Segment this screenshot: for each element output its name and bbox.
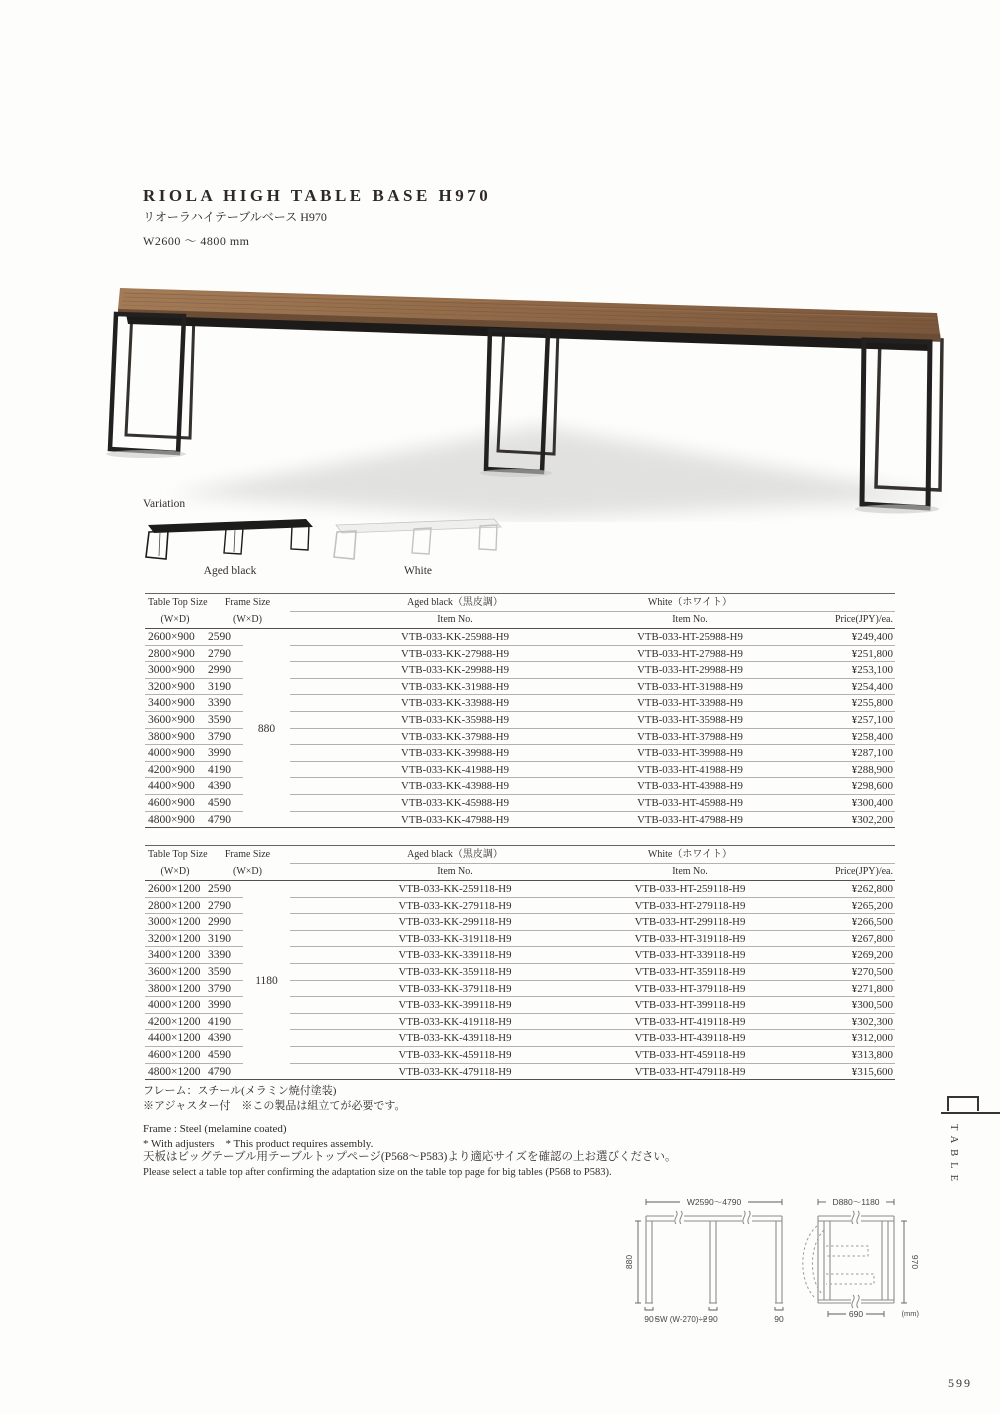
- cell-item-no-aged-black: VTB-033-KK-359118-H9: [290, 964, 620, 981]
- cell-price: ¥249,400: [760, 629, 895, 646]
- cell-frame-width: 3390: [205, 947, 243, 964]
- cell-tabletop-size: 3600×1200: [145, 964, 205, 981]
- cell-item-no-white: VTB-033-HT-29988-H9: [620, 662, 760, 679]
- cell-item-no-white: VTB-033-HT-379118-H9: [620, 981, 760, 998]
- cell-frame-width: 2790: [205, 646, 243, 663]
- cell-item-no-aged-black: VTB-033-KK-27988-H9: [290, 646, 620, 663]
- cell-tabletop-size: 4800×1200: [145, 1064, 205, 1081]
- variant-white: [328, 512, 508, 577]
- variant-white-thumb: [328, 512, 508, 564]
- dim-leg-center: 90: [708, 1314, 718, 1324]
- cell-frame-width: 4390: [205, 778, 243, 795]
- cell-frame-width: 2590: [205, 881, 243, 898]
- cell-price: ¥251,800: [760, 646, 895, 663]
- cell-item-no-white: VTB-033-HT-339118-H9: [620, 947, 760, 964]
- group-header-white: White（ホワイト）: [620, 594, 760, 612]
- cell-item-no-white: VTB-033-HT-43988-H9: [620, 778, 760, 795]
- cell-item-no-aged-black: VTB-033-KK-319118-H9: [290, 931, 620, 948]
- group-header-spacer: [760, 594, 895, 612]
- cell-item-no-white: VTB-033-HT-419118-H9: [620, 1014, 760, 1031]
- cell-item-no-aged-black: VTB-033-KK-31988-H9: [290, 679, 620, 696]
- cell-tabletop-size: 2800×900: [145, 646, 205, 663]
- cell-frame-width: 2990: [205, 662, 243, 679]
- cell-price: ¥257,100: [760, 712, 895, 729]
- table-header: [145, 845, 895, 881]
- cell-price: ¥262,800: [760, 881, 895, 898]
- spec-table-depth-900: [145, 593, 895, 828]
- cell-tabletop-size: 4600×900: [145, 795, 205, 812]
- cell-item-no-aged-black: VTB-033-KK-419118-H9: [290, 1014, 620, 1031]
- cell-frame-width: 3590: [205, 964, 243, 981]
- cell-item-no-white: VTB-033-HT-35988-H9: [620, 712, 760, 729]
- cell-tabletop-size: 2800×1200: [145, 898, 205, 915]
- cell-price: ¥315,600: [760, 1064, 895, 1081]
- note-frame-en: Frame : Steel (melamine coated): [143, 1123, 287, 1135]
- group-header-spacer: [760, 846, 895, 864]
- cell-tabletop-size: 3800×1200: [145, 981, 205, 998]
- dimension-drawing: [618, 1188, 920, 1335]
- cell-frame-width: 3990: [205, 997, 243, 1014]
- cell-frame-width: 4190: [205, 1014, 243, 1031]
- table-header: [145, 593, 895, 629]
- cell-frame-width: 3790: [205, 981, 243, 998]
- col-header-tabletop-size: Table Top Size: [148, 849, 208, 860]
- cell-item-no-white: VTB-033-HT-399118-H9: [620, 997, 760, 1014]
- cell-price: ¥298,600: [760, 778, 895, 795]
- cell-tabletop-size: 3400×1200: [145, 947, 205, 964]
- col-header-item-no-black: Item No.: [437, 866, 473, 877]
- cell-frame-width: 4590: [205, 795, 243, 812]
- cell-price: ¥253,100: [760, 662, 895, 679]
- cell-item-no-white: VTB-033-HT-45988-H9: [620, 795, 760, 812]
- cell-price: ¥266,500: [760, 914, 895, 931]
- cell-item-no-white: VTB-033-HT-25988-H9: [620, 629, 760, 646]
- page-number: 599: [948, 1376, 972, 1390]
- tabletop-notes: [143, 1150, 676, 1180]
- cell-frame-width: 4190: [205, 762, 243, 779]
- cell-frame-width: 4790: [205, 812, 243, 829]
- dim-leg-left: 90: [644, 1314, 654, 1324]
- col-subheader-wd-frame: (W×D): [233, 614, 262, 625]
- note-adjuster-jp: ※アジャスター付 ※この製品は組立てが必要です。: [143, 1100, 406, 1112]
- cell-tabletop-size: 4800×900: [145, 812, 205, 829]
- col-header-price: Price(JPY)/ea.: [834, 614, 893, 625]
- section-tab-icon: [947, 1096, 979, 1111]
- product-photo: [100, 256, 950, 522]
- dim-leg-right: 90: [774, 1314, 784, 1324]
- cell-item-no-white: VTB-033-HT-37988-H9: [620, 729, 760, 746]
- table-body: [145, 881, 895, 1080]
- cell-item-no-aged-black: VTB-033-KK-259118-H9: [290, 881, 620, 898]
- cell-frame-width: 4590: [205, 1047, 243, 1064]
- col-header-price: Price(JPY)/ea.: [834, 866, 893, 877]
- cell-price: ¥302,200: [760, 812, 895, 829]
- cell-item-no-white: VTB-033-HT-259118-H9: [620, 881, 760, 898]
- section-tab-rule: [941, 1112, 1000, 1114]
- cell-price: ¥255,800: [760, 695, 895, 712]
- cell-item-no-white: VTB-033-HT-439118-H9: [620, 1030, 760, 1047]
- dimension-drawing-svg: [618, 1188, 920, 1330]
- cell-item-no-white: VTB-033-HT-279118-H9: [620, 898, 760, 915]
- col-header-item-no-white: Item No.: [672, 614, 708, 625]
- group-header-aged-black: Aged black（黒皮調）: [290, 846, 620, 864]
- variant-aged-black-thumb: [140, 512, 320, 564]
- cell-item-no-white: VTB-033-HT-27988-H9: [620, 646, 760, 663]
- col-header-frame-size: Frame Size: [224, 597, 271, 608]
- spec-notes: [143, 1084, 405, 1152]
- section-label-vertical: TABLE: [948, 1124, 959, 1187]
- product-photo-illustration: [100, 256, 950, 522]
- cell-item-no-white: VTB-033-HT-33988-H9: [620, 695, 760, 712]
- cell-price: ¥267,800: [760, 931, 895, 948]
- dim-front-height: 880: [624, 1254, 634, 1270]
- cell-frame-width: 3390: [205, 695, 243, 712]
- group-header-aged-black: Aged black（黒皮調）: [290, 594, 620, 612]
- cell-item-no-aged-black: VTB-033-KK-29988-H9: [290, 662, 620, 679]
- variation-options: [140, 512, 508, 577]
- cell-tabletop-size: 4000×900: [145, 745, 205, 762]
- cell-price: ¥265,200: [760, 898, 895, 915]
- cell-price: ¥288,900: [760, 762, 895, 779]
- cell-item-no-aged-black: VTB-033-KK-279118-H9: [290, 898, 620, 915]
- cell-tabletop-size: 4400×1200: [145, 1030, 205, 1047]
- cell-tabletop-size: 3000×1200: [145, 914, 205, 931]
- cell-price: ¥270,500: [760, 964, 895, 981]
- cell-tabletop-size: 4200×900: [145, 762, 205, 779]
- cell-item-no-white: VTB-033-HT-39988-H9: [620, 745, 760, 762]
- cell-price: ¥271,800: [760, 981, 895, 998]
- note-frame-jp: フレーム：スチール(メラミン焼付塗装): [143, 1085, 337, 1097]
- cell-frame-width: 4390: [205, 1030, 243, 1047]
- cell-tabletop-size: 4600×1200: [145, 1047, 205, 1064]
- cell-tabletop-size: 3200×1200: [145, 931, 205, 948]
- dim-side-bottom: 690: [848, 1309, 864, 1319]
- cell-item-no-aged-black: VTB-033-KK-35988-H9: [290, 712, 620, 729]
- col-subheader-wd-frame: (W×D): [233, 866, 262, 877]
- spacer: [143, 1114, 405, 1122]
- col-subheader-wd: (W×D): [160, 614, 190, 625]
- cell-item-no-white: VTB-033-HT-479118-H9: [620, 1064, 760, 1081]
- cell-tabletop-size: 3400×900: [145, 695, 205, 712]
- cell-frame-width: 2990: [205, 914, 243, 931]
- cell-tabletop-size: 4000×1200: [145, 997, 205, 1014]
- dim-side-width: D880〜1180: [832, 1197, 880, 1207]
- variant-aged-black: [140, 512, 320, 577]
- cell-tabletop-size: 3600×900: [145, 712, 205, 729]
- dim-side-height: 970: [910, 1254, 920, 1270]
- cell-tabletop-size: 4200×1200: [145, 1014, 205, 1031]
- cell-item-no-aged-black: VTB-033-KK-45988-H9: [290, 795, 620, 812]
- cell-item-no-aged-black: VTB-033-KK-439118-H9: [290, 1030, 620, 1047]
- col-header-tabletop-size: Table Top Size: [148, 597, 208, 608]
- col-header-item-no-black: Item No.: [437, 614, 473, 625]
- cell-tabletop-size: 2600×900: [145, 629, 205, 646]
- table-body: [145, 629, 895, 828]
- cell-price: ¥258,400: [760, 729, 895, 746]
- cell-item-no-aged-black: VTB-033-KK-47988-H9: [290, 812, 620, 829]
- cell-frame-width: 3590: [205, 712, 243, 729]
- cell-item-no-aged-black: VTB-033-KK-37988-H9: [290, 729, 620, 746]
- cell-item-no-aged-black: VTB-033-KK-25988-H9: [290, 629, 620, 646]
- col-header-item-no-white: Item No.: [672, 866, 708, 877]
- note-tabletop-en: Please select a table top after confirming the adaptation size on the table top page for big tables (P568 to P583).: [143, 1167, 612, 1178]
- cell-price: ¥287,100: [760, 745, 895, 762]
- cell-price: ¥269,200: [760, 947, 895, 964]
- cell-item-no-aged-black: VTB-033-KK-299118-H9: [290, 914, 620, 931]
- cell-item-no-white: VTB-033-HT-41988-H9: [620, 762, 760, 779]
- cell-frame-width: 2590: [205, 629, 243, 646]
- cell-item-no-aged-black: VTB-033-KK-39988-H9: [290, 745, 620, 762]
- cell-item-no-white: VTB-033-HT-459118-H9: [620, 1047, 760, 1064]
- cell-tabletop-size: 4400×900: [145, 778, 205, 795]
- cell-frame-width: 3190: [205, 931, 243, 948]
- spec-table-depth-1200: [145, 845, 895, 1080]
- note-tabletop-jp: 天板はビッグテーブル用テーブルトップページ(P568〜P583)より適応サイズを確認の上お選びください。: [143, 1151, 677, 1163]
- cell-item-no-white: VTB-033-HT-359118-H9: [620, 964, 760, 981]
- cell-tabletop-size: 3800×900: [145, 729, 205, 746]
- variant-white-label: White: [403, 565, 433, 577]
- cell-price: ¥300,500: [760, 997, 895, 1014]
- cell-frame-width: 2790: [205, 898, 243, 915]
- dim-front-width: W2590〜4790: [686, 1197, 742, 1207]
- dim-unit: (mm): [901, 1309, 919, 1318]
- cell-item-no-white: VTB-033-HT-31988-H9: [620, 679, 760, 696]
- cell-price: ¥254,400: [760, 679, 895, 696]
- size-range: W2600 〜 4800 mm: [143, 234, 250, 248]
- variant-aged-black-label: Aged black: [203, 565, 257, 577]
- cell-price: ¥313,800: [760, 1047, 895, 1064]
- col-header-frame-size: Frame Size: [224, 849, 271, 860]
- variation-heading: Variation: [143, 498, 186, 510]
- cell-frame-width: 3790: [205, 729, 243, 746]
- cell-tabletop-size: 3200×900: [145, 679, 205, 696]
- col-subheader-wd: (W×D): [160, 866, 190, 877]
- cell-price: ¥302,300: [760, 1014, 895, 1031]
- cell-tabletop-size: 3000×900: [145, 662, 205, 679]
- cell-item-no-aged-black: VTB-033-KK-379118-H9: [290, 981, 620, 998]
- cell-item-no-aged-black: VTB-033-KK-399118-H9: [290, 997, 620, 1014]
- page-subtitle-jp: リオーラハイテーブルベース H970: [143, 210, 327, 224]
- cell-item-no-white: VTB-033-HT-319118-H9: [620, 931, 760, 948]
- group-header-white: White（ホワイト）: [620, 846, 760, 864]
- cell-price: ¥300,400: [760, 795, 895, 812]
- cell-item-no-aged-black: VTB-033-KK-43988-H9: [290, 778, 620, 795]
- cell-item-no-aged-black: VTB-033-KK-41988-H9: [290, 762, 620, 779]
- cell-item-no-aged-black: VTB-033-KK-479118-H9: [290, 1064, 620, 1081]
- cell-item-no-aged-black: VTB-033-KK-339118-H9: [290, 947, 620, 964]
- cell-price: ¥312,000: [760, 1030, 895, 1047]
- note-adjuster-en: * With adjusters * This product requires assembly.: [143, 1138, 374, 1150]
- cell-item-no-white: VTB-033-HT-299118-H9: [620, 914, 760, 931]
- cell-frame-width: 4790: [205, 1064, 243, 1081]
- cell-frame-width: 3190: [205, 679, 243, 696]
- cell-item-no-white: VTB-033-HT-47988-H9: [620, 812, 760, 829]
- cell-tabletop-size: 2600×1200: [145, 881, 205, 898]
- frame-depth-merged-cell: 1180: [255, 974, 278, 987]
- frame-depth-merged-cell: 880: [257, 722, 276, 735]
- page-title: RIOLA HIGH TABLE BASE H970: [143, 186, 492, 205]
- dim-span-formula: SW (W-270)÷2: [654, 1315, 708, 1324]
- cell-frame-width: 3990: [205, 745, 243, 762]
- cell-item-no-aged-black: VTB-033-KK-459118-H9: [290, 1047, 620, 1064]
- cell-item-no-aged-black: VTB-033-KK-33988-H9: [290, 695, 620, 712]
